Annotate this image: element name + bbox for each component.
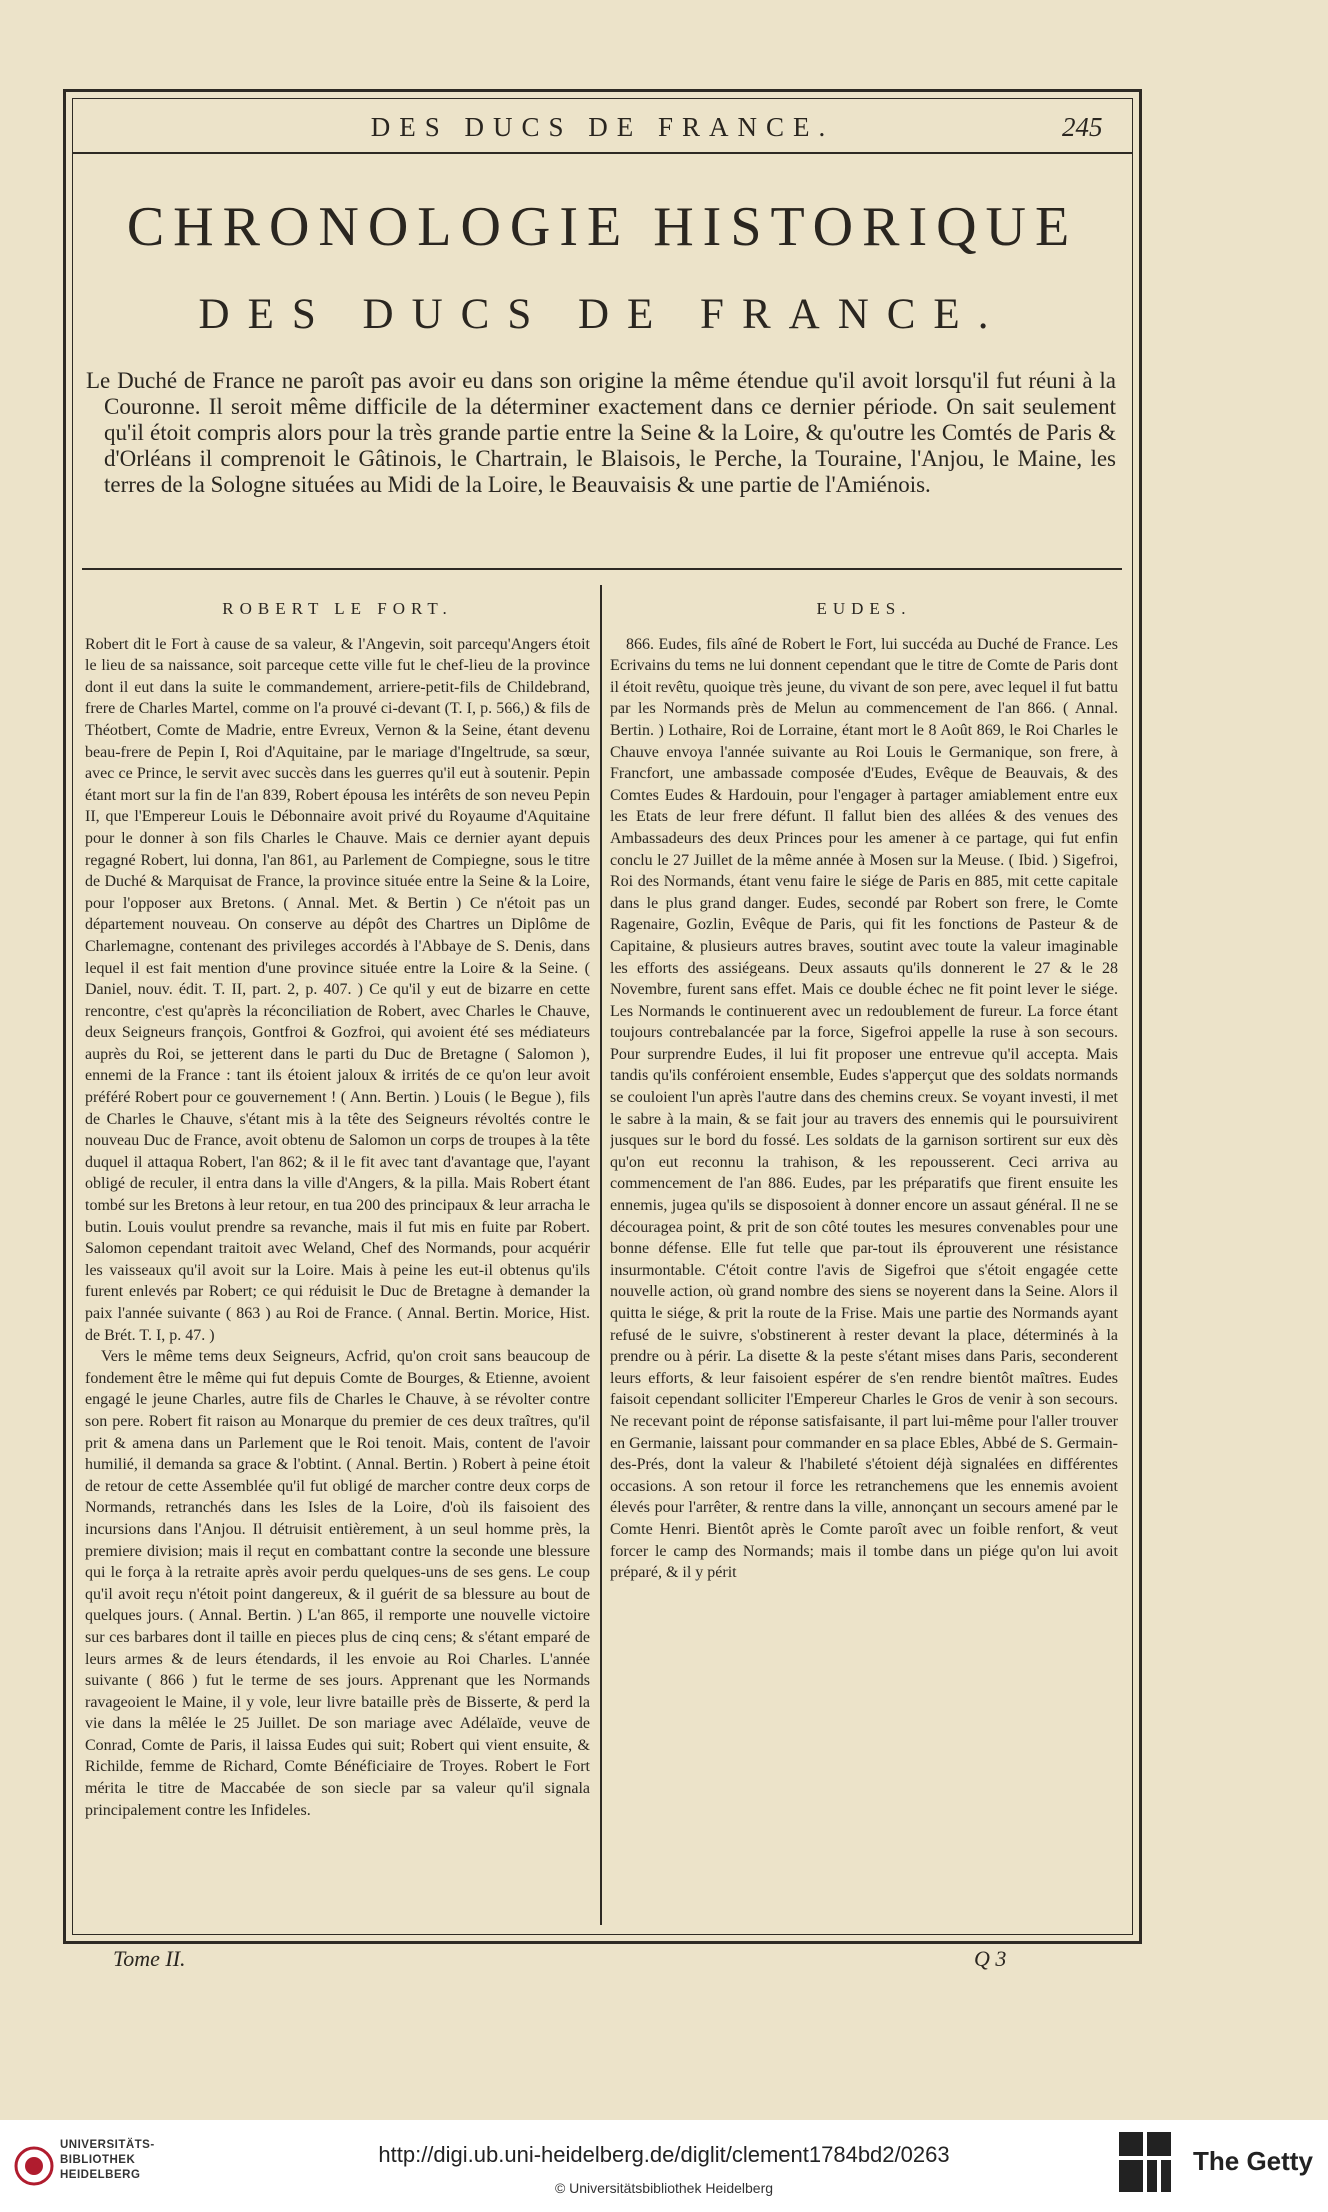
running-head: DES DUCS DE FRANCE. <box>370 112 835 142</box>
permalink[interactable]: http://digi.ub.uni-heidelberg.de/diglit/clement1784bd2/0263 <box>378 2142 950 2167</box>
title-main: CHRONOLOGIE HISTORIQUE <box>126 196 1079 258</box>
left-column <box>85 590 590 1922</box>
paragraph: Vers le même tems deux Seigneurs, Acfrid, qu'on croit sans beaucoup de fondement être le même qui fut depuis Comte de Bourges, & Etienne, avoient engagé le jeune Charles, autre fils de Charles le Chauve, à se révolter contre son pere. Robert fit raison au Monarque du premier de ces deux traîtres, qu'il prit & amena dans un Parlement que le Roi tenoit. Mais, content de l'avoir humilié, il demanda sa grace & l'obtint. ( Annal. Bertin. ) Robert à peine étoit de retour de cette Assemblée qu'il fut obligé de marcher contre deux corps de Normands, retranchés dans les Isles de la Loire, d'où ils faisoient des incursions dans l'Anjou. Il détruisit entièrement, à un seul homme près, la premiere division; mais il reçut en combattant contre la seconde une blessure qui le força à la retraite après avoir perdu quelques-uns de ses gens. Le coup qu'il avoit reçu n'étoit point dangereux, & il guérit de sa blessure au bout de quelques jours. ( Annal. Bertin. ) L'an 865, il remporte une nouvelle victoire sur ces barbares dont il taille en pieces plus de cinq cens; & s'étant emparé de leurs armes & de leurs étendards, il les envoie au Roi Charles. L'année suivante ( 866 ) fut le terme de ses jours. Apprenant que les Normands ravageoient le Maine, il y vole, leur livre bataille près de Bisserte, & perd la vie dans la mêlée le 25 Juillet. De son mariage avec Adélaïde, veuve de Conrad, Comte de Paris, il laissa Eudes qui suit; Robert qui vient ensuite, & Richilde, femme de Richard, Comte Bénéficiaire de Troyes. Robert le Fort mérita le titre de Maccabée de son siecle par sa valeur qu'il signala principalement contre les Infideles. <box>85 1348 590 1819</box>
right-column <box>610 590 1118 1922</box>
library-line: UNIVERSITÄTS- <box>60 2139 155 2151</box>
intro-paragraph: Le Duché de France ne paroît pas avoir eu dans son origine la même étendue qu'il avoit lorsqu'il fut réuni à la Couronne. Il seroit même difficile de la déterminer exactement dans ce dernier période. On sait seulement qu'il étoit compris alors pour la très grande partie entre la Seine & la Loire, & qu'outre les Comtés de Paris & d'Orléans il comprenoit le Gâtinois, le Chartrain, le Blaisois, le Perche, la Touraine, l'Anjou, le Maine, les terres de la Sologne situées au Midi de la Loire, le Beauvaisis & une partie de l'Amiénois. <box>86 368 1116 497</box>
paragraph: 866. Eudes, fils aîné de Robert le Fort, lui succéda au Duché de France. Les Ecrivains du tems ne lui donnent cependant que le titre de Comte de Paris dont il étoit revêtu, quoique très jeune, du vivant de son pere, avec lequel il fut battu par les Normands près de Melun au commencement de l'an 866. ( Annal. Bertin. ) Lothaire, Roi de Lorraine, étant mort le 8 Août 869, le Roi Charles le Chauve envoya l'année suivante au Roi Louis le Germanique, son frere, à Francfort, une ambassade composée d'Eudes, Evêque de Beauvais, & des Comtes Eudes & Hardouin, pour l'engager à partager amiablement entre eux les Etats de leur frere défunt. Il fallut bien des allées & des venues des Ambassadeurs des deux Princes pour les amener à ce partage, qui fut enfin conclu le 27 Juillet de la même année à Mosen sur la Meuse. ( Ibid. ) Sigefroi, Roi des Normands, étant venu faire le siége de Paris en 885, mit cette capitale dans le plus grand danger. Eudes, secondé par Robert son frere, le Comte Ragenaire, Gozlin, Evêque de Paris, qui fit les fonctions de Pasteur & de Capitaine, & plusieurs autres braves, soutint avec toute la valeur imaginable les efforts des assiégeans. Deux assauts qu'ils donnerent le 27 & le 28 Novembre, furent sans effet. Mais ce double échec ne fit point lever le siége. Les Normands le continuerent avec un redoublement de fureur. La force étant toujours contrebalancée par la force, Sigefroi appelle la ruse à son secours. Pour surprendre Eudes, il lui fit proposer une entrevue qu'il accepta. Mais tandis qu'ils conféroient ensemble, Eudes s'apperçut que des soldats normands se couloient l'un après l'autre dans des chemins creux. Se voyant investi, il met le sabre à la main, & se fait jour au travers des ennemis qui le poursuivirent jusques sur le bord du fossé. Les soldats de la garnison sortirent sur eux dès qu'on eut reconnu la trahison, & les repousserent. Ceci arriva au commencement de l'an 886. Eudes, par les préparatifs que firent ensuite les ennemis, jugea qu'ils se disposoient à donner encore un assaut général. Il ne se découragea point, & prit de son côté toutes les mesures convenables pour une bonne défense. Elle fut telle que par-tout ils éprouverent une résistance insurmontable. C'étoit contre l'avis de Sigefroi que s'étoit engagée cette nouvelle action, où grand nombre des siens se noyerent dans la Seine. Alors il quitta le siége, & prit la route de la Frise. Mais une partie des Normands ayant refusé de le suivre, s'obstinerent à rester devant la place, déterminés à la prendre ou à périr. La disette & la peste s'étant mises dans Paris, seconderent leurs efforts, & leur faisoient espérer de s'en rendre bientôt maîtres. Eudes faisoit cependant solliciter l'Empereur Charles le Gros de venir à son secours. Ne recevant point de réponse satisfaisante, il part lui-même pour l'aller trouver en Germanie, laissant pour commander en sa place Ebles, Abbé de S. Germain-des-Prés, dont la valeur & l'habileté s'étoient déjà signalées en différentes occasions. A son retour il force les retranchemens que les ennemis avoient élevés pour l'arrêter, & rentre dans la ville, annonçant un secours amené par le Comte Henri. Bientôt après le Comte paroît avec un foible renfort, & veut forcer le camp des Normands; mais il tombe dans un piége qu'on lui avoit préparé, & il y périt <box>610 635 1118 1582</box>
column-divider <box>600 585 602 1925</box>
head-rule <box>72 152 1133 154</box>
title-sub: DES DUCS DE FRANCE. <box>198 291 1007 338</box>
section-heading-eudes: EUDES. <box>816 599 912 618</box>
signature-mark: Q 3 <box>974 1946 1007 1971</box>
getty-logo-icon <box>1117 2130 1173 2194</box>
library-line: BIBLIOTHEK <box>60 2154 136 2166</box>
library-line: HEIDELBERG <box>60 2169 141 2181</box>
volume-label: Tome II. <box>113 1946 186 1971</box>
section-heading-robert: ROBERT LE FORT. <box>222 599 453 618</box>
page-number: 245 <box>1062 112 1103 142</box>
getty-label: The Getty <box>1193 2146 1313 2176</box>
paragraph: Robert dit le Fort à cause de sa valeur, & l'Angevin, soit parcequ'Angers étoit le lieu de sa naissance, soit parceque cette ville fut le chef-lieu de la province dont il eut dans la suite le commandement, arriere-petit-fils de Childebrand, frere de Charles Martel, comme on l'a prouvé ci-devant (T. I, p. 566,) & fils de Théotbert, Comte de Madrie, entre Evreux, Vernon & la Seine, étant devenu beau-frere de Pepin I, Roi d'Aquitaine, par le mariage d'Ingeltrude, sa sœur, avec ce Prince, le servit avec succès dans les guerres qu'il eut à soutenir. Pepin étant mort sur la fin de l'an 839, Robert épousa les intérêts de son neveu Pepin II, que l'Empereur Louis le Débonnaire avoit privé du Royaume d'Aquitaine pour le donner à son fils Charles le Chauve. Mais ce dernier ayant depuis regagné Robert, lui donna, l'an 861, au Parlement de Compiegne, sous le titre de Duché & Marquisat de France, la province située entre la Seine & la Loire, pour l'opposer aux Bretons. ( Annal. Met. & Bertin ) Ce n'étoit pas un département nouveau. On conserve au dépôt des Chartres un Diplôme de Charlemagne, contenant des privileges accordés à l'Abbaye de S. Denis, dans lequel il est fait mention d'une province située entre la Loire & la Seine. ( Daniel, nouv. édit. T. II, part. 2, p. 407. ) Ce qu'il y eut de bizarre en cette rencontre, c'est qu'après la réconciliation de Robert, avec Charles le Chauve, deux Seigneurs françois, Gontfroi & Gozfroi, qui avoient été ses médiateurs auprès du Roi, se jetterent dans le parti du Duc de Bretagne ( Salomon ), ennemi de la France : tant ils étoient jaloux & irrités de ce qu'on leur avoit préféré Robert pour ce gouvernement ! ( Ann. Bertin. ) Louis ( le Begue ), fils de Charles le Chauve, s'étant mis à la tête des Seigneurs révoltés contre le nouveau Duc de France, avoit obtenu de Salomon un corps de troupes à la tête duquel il attaqua Robert, l'an 862; & il le fit avec tant d'avantage que, l'ayant obligé de reculer, il entra dans la ville d'Angers, & la pilla. Mais Robert étant tombé sur les Bretons à leur retour, en tua 200 des principaux & leur arracha le butin. Louis voulut prendre sa revanche, mais il fut mis en fuite par Robert. Salomon cependant traitoit avec Weland, Chef des Normands, pour acquérir les vaisseaux qu'il avoit sur la Loire. Mais à peine les eut-il obtenus qu'ils furent enlevés par Robert; ce qui réduisit le Duc de Bretagne à demander la paix l'année suivante ( 863 ) au Roi de France. ( Annal. Bertin. Morice, Hist. de Brét. T. I, p. 47. ) <box>85 635 590 1344</box>
section-rule <box>82 568 1122 570</box>
copyright-notice: © Universitätsbibliothek Heidelberg <box>554 2180 774 2196</box>
